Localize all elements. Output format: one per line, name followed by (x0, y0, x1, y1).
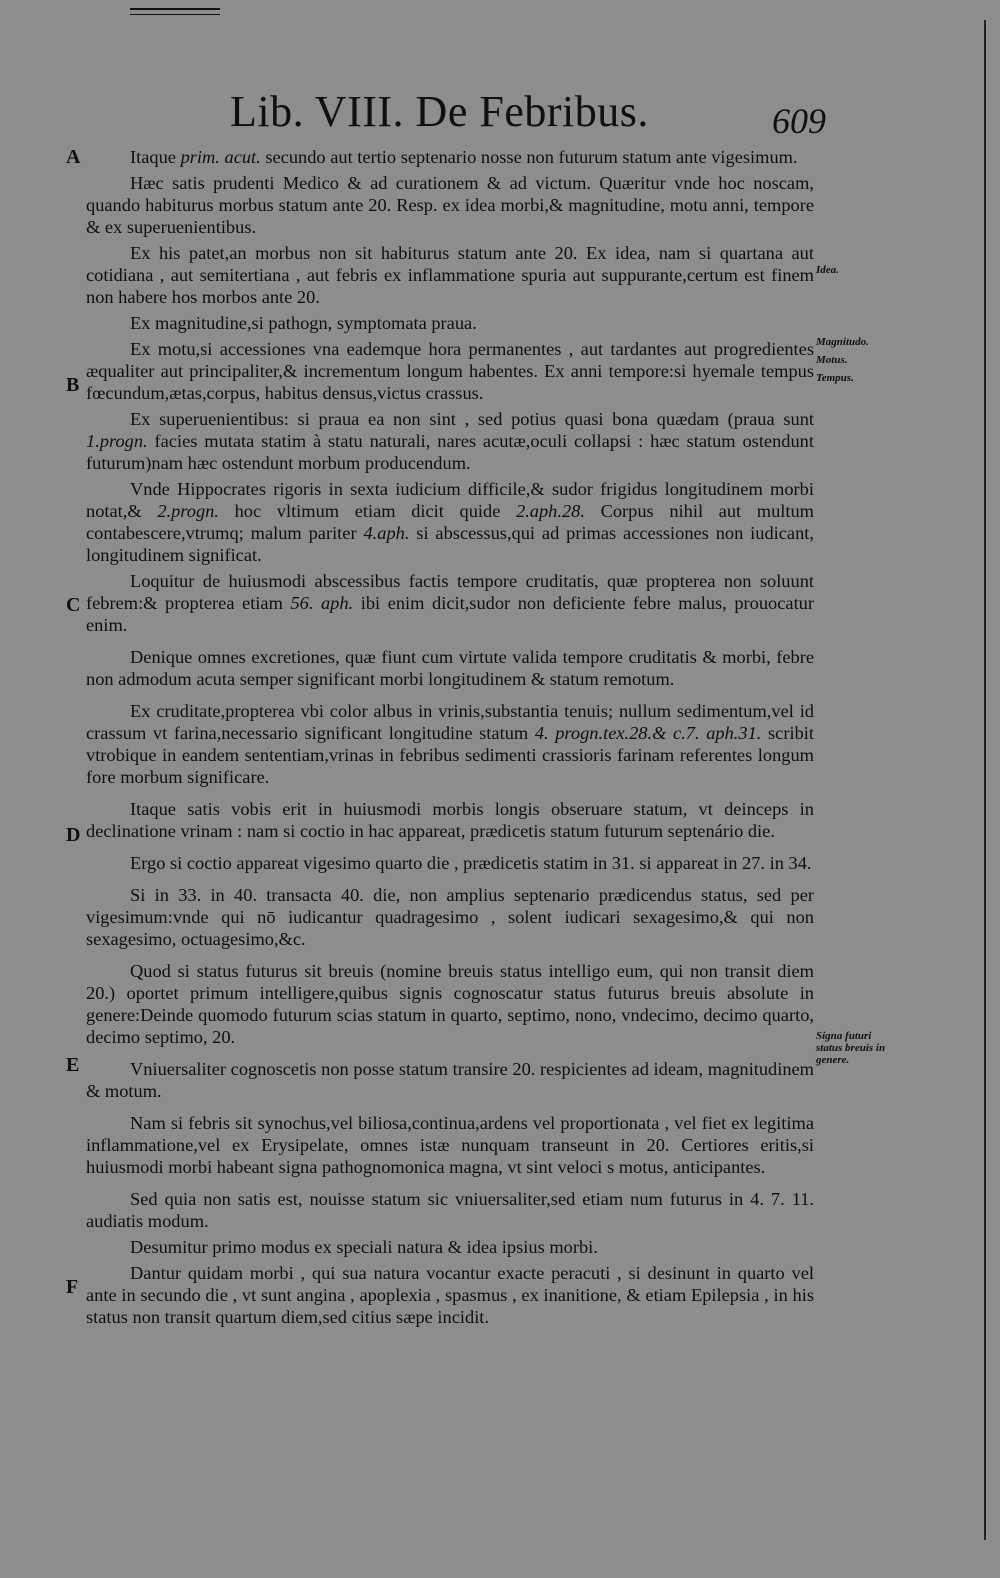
page-header (230, 86, 826, 146)
margin-note-tempus: Tempus. (816, 372, 854, 384)
paragraph-2: Hæc satis prudenti Medico & ad curationem & ad victum. Quæritur vnde hoc noscam, quando habiturus morbus statum ante 20. Resp. ex idea morbi,& magnitudine, motu anni, tempore & ex superuenientibus. (86, 173, 814, 237)
paragraph-12: Ergo si coctio appareat vigesimo quarto die , prædicetis statim in 31. si appareat in 27. in 34. (130, 853, 812, 873)
paragraph-8: Loquitur de huiusmodi abscessibus factis tempore cruditatis, quæ propterea non soluunt febrem:& propterea etiam 56. aph. ibi enim dicit,sudor non deficiente febre malus, prouocatur enim. (86, 571, 814, 635)
section-letter-e: E (66, 1054, 80, 1076)
paragraph-9: Denique omnes excretiones, quæ fiunt cum virtute valida tempore cruditatis & morbi, febre non admodum acuta semper significant morbi longitudinem & statum remotum. (86, 647, 814, 689)
paragraph-15: Vniuersaliter cognoscetis non posse statum transire 20. respicientes ad ideam, magnitudinem & motum. (86, 1059, 814, 1101)
paragraph-17: Sed quia non satis est, nouisse statum sic vniuersaliter,sed etiam num futurus in 4. 7. 11. audiatis modum. (86, 1189, 814, 1231)
paragraph-13: Si in 33. in 40. transacta 40. die, non amplius septenario prædicendus status, sed per vigesimum:vnde qui nō iudicantur quadragesimo , solent iudicari sexagesimo,& qui non sexagesimo, octuagesimo,&c. (86, 885, 814, 949)
paragraph-16: Nam si febris sit synochus,vel biliosa,continua,ardens vel proportionata , vel fiet ex legitima inflammatione,vel ex Erysipelate, omnes istæ nunquam transeunt in 20. Certiores eritis,si huiusmodi morbi habeant signa pathognomonica magna, vt sint veloci s motus, anticipantes. (86, 1113, 814, 1177)
margin-note-idea: Idea. (816, 264, 839, 276)
paragraph-14: Quod si status futurus sit breuis (nomine breuis status intelligo eum, qui non transit diem 20.) oportet primum intelligere,quibus signis cognoscatur status futurus breuis absolute in genere:Deinde quomodo futurum scias statum in quarto, septimo, nono, vndecimo, decimo quarto, decimo septimo, 20. (86, 961, 814, 1047)
page-edge-line (984, 20, 992, 1540)
paragraph-7: Vnde Hippocrates rigoris in sexta iudicium difficile,& sudor frigidus longitudinem morbi notat,& 2.progn. hoc vltimum etiam dicit quide 2.aph.28. Corpus nihil aut multum contabescere,vtrumq; malum pariter 4.aph. si abscessus,qui ad primas accessiones non iudicant, longitudinem significat. (86, 479, 814, 565)
paragraph-11: Itaque satis vobis erit in huiusmodi morbis longis obseruare statum, vt deinceps in declinatione vrinam : nam si coctio in hac appareat, prædicetis statum futurum septenário die. (86, 799, 814, 841)
margin-note-motus: Motus. (816, 354, 848, 366)
section-letter-d: D (66, 824, 81, 846)
top-ornament-rule (130, 8, 220, 15)
paragraph-4: Ex magnitudine,si pathogn, symptomata praua. (130, 313, 477, 333)
paragraph-3: Ex his patet,an morbus non sit habiturus statum ante 20. Ex idea, nam si quartana aut cotidiana , aut semitertiana , aut febris ex inflammatione spuria aut suppurante,certum est finem non habere hos morbos ante 20. (86, 243, 814, 307)
paragraph-5: Ex motu,si accessiones vna eademque hora permanentes , aut tardantes aut progredientes æqualiter aut principaliter,& incrementum longum habentes. Ex anni tempore:si hyemale tempus fœcundum,ætas,corpus, habitus densus,victus crassus. (86, 339, 814, 403)
section-letter-a: A (66, 146, 81, 168)
paragraph-19: Dantur quidam morbi , qui sua natura vocantur exacte peracuti , si desinunt in quarto vel ante in secundo die , vt sunt angina , apoplexia , spasmus , ex inanitione, & etiam Epilepsia , in his status non transit quartum diem,sed citius sæpe incidit. (86, 1263, 814, 1327)
paragraph-10: Ex cruditate,propterea vbi color albus in vrinis,substantia tenuis; nullum sedimentum,vel id crassum vt farina,necessario significant longitudine statum 4. progn.tex.28.& c.7. aph.31. scribit vtrobique in eandem sententiam,vrinas in febribus sedimenti crassioris farinam referentes longum fore morbum significare. (86, 701, 814, 787)
margin-note-magnitudo: Magnitudo. (816, 336, 869, 348)
paragraph-18: Desumitur primo modus ex speciali natura & idea ipsius morbi. (130, 1237, 598, 1257)
running-title: Lib. VIII. De Febribus. (230, 87, 649, 136)
paragraph-1: Itaque prim. acut. secundo aut tertio septenario nosse non futurum statum ante vigesimum. (130, 147, 798, 167)
section-letter-f: F (66, 1276, 79, 1298)
paragraph-6: Ex superuenientibus: si praua ea non sint , sed potius quasi bona quædam (praua sunt 1.progn. facies mutata statim à statu naturali, nares acutæ,oculi collapsi : hæc statum ostendunt futurum)nam hæc ostendunt morbum producendum. (86, 409, 814, 473)
section-letter-b: B (66, 374, 80, 396)
section-letter-c: C (66, 594, 81, 616)
margin-note-signa: Signa futuri status breuis in genere. (816, 1030, 886, 1066)
body-text (86, 146, 814, 1332)
page-number: 609 (772, 101, 826, 141)
